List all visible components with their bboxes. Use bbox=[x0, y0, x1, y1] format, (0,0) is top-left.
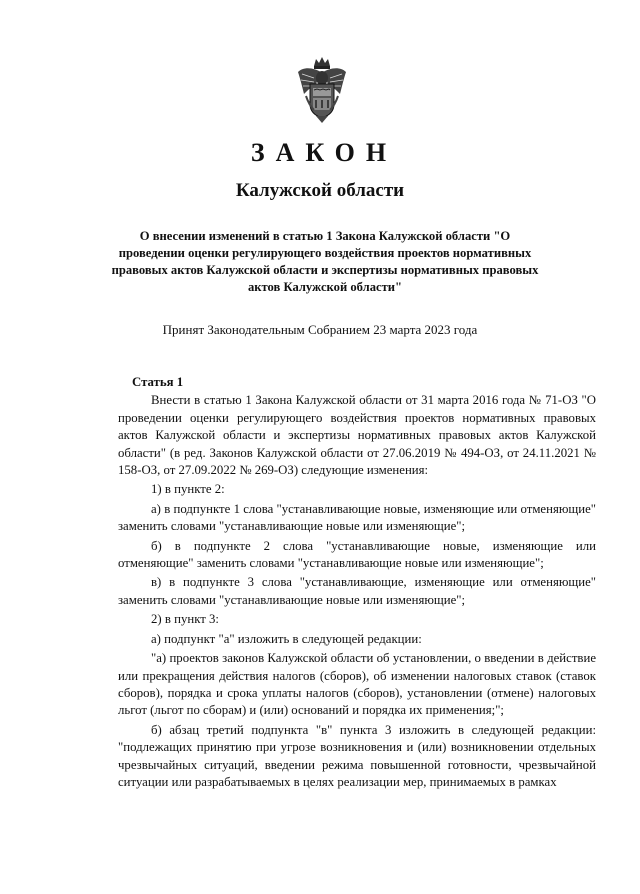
paragraph: а) подпункт "а" изложить в следующей редакции: bbox=[151, 631, 422, 646]
paragraph: 2) в пункт 3: bbox=[151, 612, 219, 627]
law-title: ЗАКОН bbox=[250, 138, 398, 167]
adoption-note: Принят Законодательным Собранием 23 марта 2023 года bbox=[162, 322, 478, 337]
paragraph: б) абзац третий подпункта "в" пункта 3 изложить в следующей редакции: "подлежащих принятию при угрозе возникновения и (или) возникновении отдельных чрезвычайных ситуаций, введении режима повышенной готовности, чрезвычайной ситуации или разрабатываемых в целях реализации мер, принимаемых в рамках bbox=[118, 722, 596, 789]
paragraph: а) в подпункте 1 слова "устанавливающие новые, изменяющие или отменяющие" заменить словами "устанавливающие новые или изменяющие"; bbox=[118, 501, 596, 534]
article-title: Статья 1 bbox=[132, 375, 184, 389]
paragraph: 1) в пункте 2: bbox=[151, 482, 225, 497]
law-heading: О внесении изменений в статью 1 Закона Калужской области "О проведении оценки регулирующего воздействия проектов нормативных правовых актов Калужской области и экспертизы нормативных правовых актов Калужской области" bbox=[111, 229, 539, 294]
paragraph: "а) проектов законов Калужской области об установлении, о введении в действие или прекращения действия налогов (сборов), об изменении налоговых ставок (ставок сборов), порядка и срока уплаты налогов (сборов), установлении (отмене) налоговых льгот (льгот по сборам) и (или) оснований и порядка их применения;"; bbox=[118, 651, 596, 718]
paragraph: Внести в статью 1 Закона Калужской области от 31 марта 2016 года № 71-ОЗ "О проведении оценки регулирующего воздействия проектов нормативных правовых актов Калужской области и экспертизы нормативных правовых актов Калужской области" (в ред. Законов Калужской области от 27.06.2019 № 494-ОЗ, от 24.11.2021 № 158-ОЗ, от 27.09.2022 № 269-ОЗ) следующие изменения: bbox=[118, 393, 596, 478]
paragraph: в) в подпункте 3 слова "устанавливающие, изменяющие или отменяющие" заменить словами "устанавливающие новые или изменяющие"; bbox=[118, 575, 596, 607]
paragraph: б) в подпункте 2 слова "устанавливающие новые, изменяющие или отменяющие" заменить словами "устанавливающие новые или изменяющие"; bbox=[118, 538, 596, 571]
law-body bbox=[118, 374, 596, 793]
coat-of-arms-emblem-icon bbox=[296, 56, 348, 124]
law-region-subtitle: Калужской области bbox=[235, 180, 405, 201]
